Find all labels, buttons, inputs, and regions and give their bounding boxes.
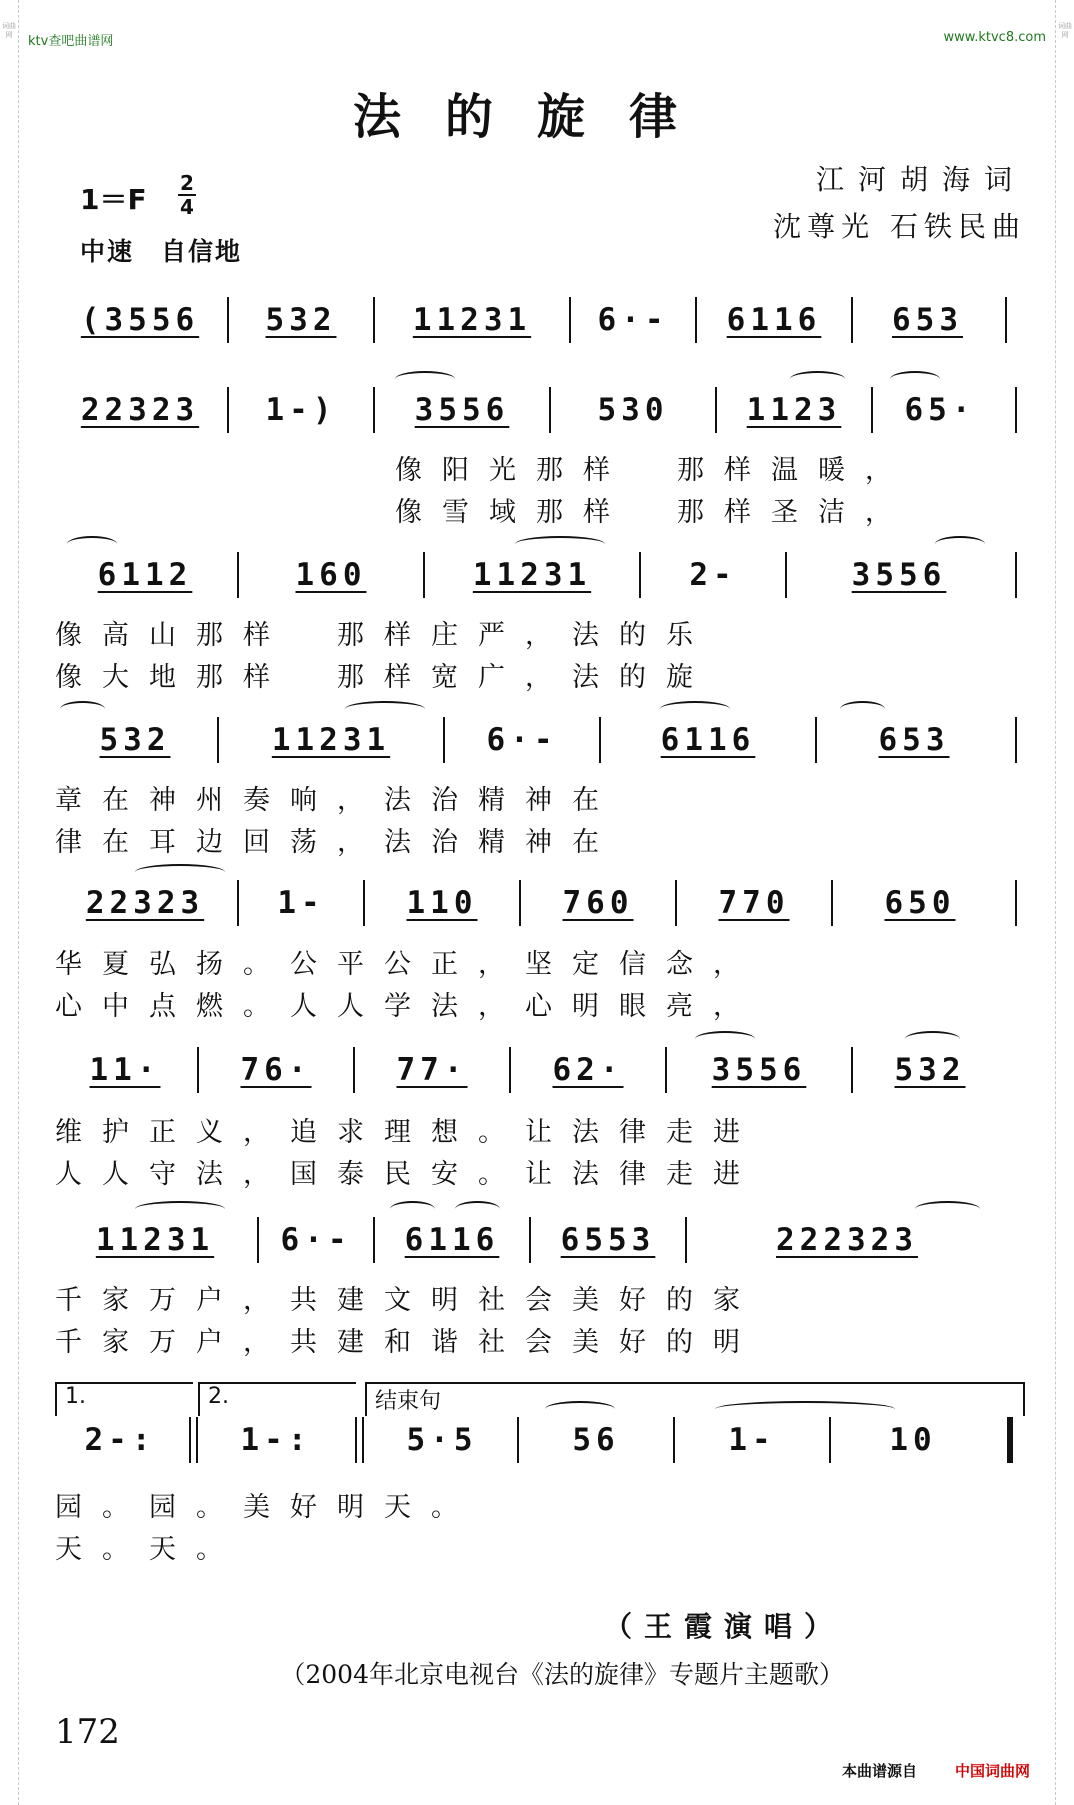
barline	[851, 297, 853, 343]
barline	[217, 717, 219, 763]
staff-line-2	[55, 385, 1021, 435]
measure	[55, 385, 225, 435]
composer-credit: 沈尊光 石铁民曲	[773, 210, 1026, 243]
coda-bracket	[365, 1382, 1025, 1416]
measure	[855, 1045, 1005, 1095]
measure	[55, 295, 225, 345]
measure-notes: 653	[878, 722, 950, 758]
measure-notes: 530	[597, 392, 669, 428]
measure	[241, 878, 361, 928]
barline	[675, 880, 677, 926]
measure-notes: 532	[99, 722, 171, 758]
measure-notes: 1-	[728, 1422, 776, 1458]
lyric-line-4-verse-1: 章在神州奏响，法治精神在	[55, 785, 619, 816]
lyric-line-6-verse-2: 人人守法，国泰民安。让法律走进	[55, 1159, 760, 1190]
barline	[1015, 717, 1017, 763]
barline	[237, 552, 239, 598]
measure-notes: 653	[892, 302, 963, 338]
lyric-line-5-verse-2: 心中点燃。人人学法，心明眼亮，	[55, 991, 760, 1022]
measure	[819, 715, 1009, 765]
source-note: （2004年北京电视台《法的旋律》专题片主题歌）	[280, 1660, 844, 1689]
barline	[237, 880, 239, 926]
barline	[353, 1047, 355, 1093]
barline	[363, 880, 365, 926]
barline	[715, 387, 717, 433]
measure	[513, 1045, 663, 1095]
measure	[643, 550, 783, 600]
measure-notes: 1-)	[265, 392, 337, 428]
barline	[665, 1047, 667, 1093]
lyric-line-7-verse-1: 千家万户，共建文明社会美好的家	[55, 1285, 760, 1316]
measure-notes: 6553	[560, 1222, 656, 1258]
barline	[639, 552, 641, 598]
measure	[533, 1215, 683, 1265]
measure-notes: 160	[295, 557, 367, 593]
site-url-right[interactable]: www.ktvc8.com	[943, 30, 1046, 45]
barline	[373, 387, 375, 433]
measure	[55, 878, 235, 928]
lyric-line-2-verse-2: 像雪域那样 那样圣洁，	[395, 497, 912, 528]
measure	[833, 1415, 993, 1465]
right-watermark-strip	[1055, 0, 1074, 1805]
measure-notes: 62·	[552, 1052, 624, 1088]
staff-line-4	[55, 715, 1021, 765]
measure	[855, 295, 1000, 345]
staff-line-6	[55, 1045, 1021, 1095]
barline	[373, 1217, 375, 1263]
repeat-barline	[355, 1417, 357, 1463]
measure	[261, 1215, 371, 1265]
barline	[227, 297, 229, 343]
measure-notes: 76·	[240, 1052, 312, 1088]
measure	[231, 385, 371, 435]
measure	[875, 385, 1005, 435]
barline	[851, 1047, 853, 1093]
barline	[517, 1417, 519, 1463]
volta-first-ending	[55, 1382, 193, 1416]
lyric-line-7-verse-2: 千家万户，共建和谐社会美好的明	[55, 1327, 760, 1358]
time-signature	[178, 172, 196, 218]
lyric-line-3-verse-2: 像大地那样 那样宽广，法的旋	[55, 662, 713, 693]
measure-notes: 1-	[277, 885, 325, 921]
barline	[1015, 387, 1017, 433]
barline	[509, 1047, 511, 1093]
measure	[789, 550, 1009, 600]
source-label: 本曲谱源自	[842, 1762, 918, 1780]
volta-first-label: 1.	[65, 1384, 86, 1409]
tempo-marking: 中速 自信地	[80, 237, 243, 266]
measure-notes: 532	[265, 302, 337, 338]
measure-notes: 2-:	[84, 1422, 156, 1458]
staff-line-8	[55, 1415, 1021, 1465]
measure	[835, 878, 1005, 928]
measure	[367, 1415, 517, 1465]
measure	[55, 1415, 185, 1465]
measure-notes: 6116	[660, 722, 756, 758]
measure-notes: 22323	[85, 885, 205, 921]
measure-notes: 6116	[726, 302, 822, 338]
volta-second-ending	[198, 1382, 356, 1416]
barline	[685, 1217, 687, 1263]
measure-notes: 532	[894, 1052, 966, 1088]
measure	[55, 1215, 255, 1265]
measure-notes: 6·-	[597, 302, 669, 338]
lyricist-credit: 江河胡海词	[815, 163, 1026, 196]
measure-notes: 3556	[711, 1052, 807, 1088]
barline	[785, 552, 787, 598]
barline	[227, 387, 229, 433]
measure	[201, 1415, 351, 1465]
time-signature-bottom: 4	[180, 195, 194, 219]
staff-line-7	[55, 1215, 1021, 1265]
measure-notes: 11231	[472, 557, 592, 593]
measure	[357, 1045, 507, 1095]
barline	[519, 880, 521, 926]
measure	[689, 1215, 1005, 1265]
measure-notes: 3556	[851, 557, 947, 593]
barline	[1005, 297, 1007, 343]
measure-notes: 770	[718, 885, 790, 921]
measure	[669, 1045, 849, 1095]
volta-second-label: 2.	[208, 1384, 229, 1409]
measure-notes: 5·5	[406, 1422, 478, 1458]
barline	[569, 297, 571, 343]
barline	[831, 880, 833, 926]
barline	[815, 717, 817, 763]
lyric-line-3-verse-1: 像高山那样 那样庄严，法的乐	[55, 620, 713, 651]
lyric-line-4-verse-2: 律在耳边回荡，法治精神在	[55, 827, 619, 858]
time-signature-top: 2	[180, 171, 194, 195]
measure-notes: 760	[562, 885, 634, 921]
barline	[257, 1217, 259, 1263]
barline	[529, 1217, 531, 1263]
measure-notes: 10	[889, 1422, 937, 1458]
edge-watermark: 词曲网	[1058, 22, 1072, 39]
measure-notes: (3556	[80, 302, 200, 338]
measure-notes: 222323	[776, 1222, 918, 1258]
lyric-line-8-verse-1: 园。园。美好明天。	[55, 1492, 478, 1523]
measure	[377, 385, 547, 435]
measure-notes: 11231	[271, 722, 391, 758]
measure-notes: 65·	[904, 392, 976, 428]
measure	[231, 295, 371, 345]
barline	[673, 1417, 675, 1463]
measure-notes: 56	[572, 1422, 620, 1458]
performer-credit: （王霞演唱）	[603, 1610, 844, 1643]
lyric-line-8-verse-2: 天。天。	[55, 1534, 243, 1565]
measure	[573, 295, 693, 345]
measure	[427, 550, 637, 600]
barline	[599, 717, 601, 763]
measure	[221, 715, 441, 765]
measure-notes: 11231	[412, 302, 532, 338]
measure	[201, 1045, 351, 1095]
measure-notes: 6·-	[280, 1222, 352, 1258]
measure	[699, 295, 849, 345]
repeat-barline	[189, 1417, 191, 1463]
barline	[829, 1417, 831, 1463]
coda-label: 结束句	[375, 1389, 442, 1414]
barline	[1015, 880, 1017, 926]
measure	[679, 878, 829, 928]
barline	[423, 552, 425, 598]
measure	[55, 1045, 195, 1095]
page-number: 172	[55, 1712, 120, 1752]
barline	[373, 297, 375, 343]
measure-notes: 650	[884, 885, 956, 921]
song-title: 法的旋律	[352, 89, 721, 145]
key-signature: 1＝F	[80, 183, 147, 216]
measure	[55, 550, 235, 600]
staff-line-5	[55, 878, 1021, 928]
barline	[871, 387, 873, 433]
measure	[677, 1415, 827, 1465]
measure-notes: 3556	[414, 392, 510, 428]
measure-notes: 2-	[689, 557, 737, 593]
lyric-line-2-verse-1: 像阳光那样 那样温暖，	[395, 455, 912, 486]
measure	[55, 715, 215, 765]
measure-notes: 6112	[97, 557, 193, 593]
measure	[367, 878, 517, 928]
measure	[377, 1215, 527, 1265]
measure-notes: 77·	[396, 1052, 468, 1088]
measure-notes: 22323	[80, 392, 200, 428]
edge-watermark: 词曲网	[2, 22, 16, 39]
measure-notes: 1123	[746, 392, 842, 428]
barline	[443, 717, 445, 763]
measure	[523, 878, 673, 928]
measure-notes: 6116	[404, 1222, 500, 1258]
measure-notes: 11·	[89, 1052, 161, 1088]
measure	[377, 295, 567, 345]
final-barline	[1007, 1417, 1013, 1463]
measure-notes: 6·-	[486, 722, 558, 758]
staff-line-3	[55, 550, 1021, 600]
measure-notes: 110	[406, 885, 478, 921]
measure	[719, 385, 869, 435]
staff-line-1	[55, 295, 1021, 345]
lyric-line-5-verse-1: 华夏弘扬。公平公正，坚定信念，	[55, 949, 760, 980]
measure-notes: 1-:	[240, 1422, 312, 1458]
left-watermark-strip	[0, 0, 19, 1805]
barline	[695, 297, 697, 343]
barline	[549, 387, 551, 433]
source-site-link[interactable]: 中国词曲网	[955, 1762, 1031, 1780]
measure	[553, 385, 713, 435]
barline	[197, 1047, 199, 1093]
lyric-line-6-verse-1: 维护正义，追求理想。让法律走进	[55, 1117, 760, 1148]
measure	[447, 715, 597, 765]
site-name-left[interactable]: ktv查吧曲谱网	[28, 34, 114, 49]
measure	[241, 550, 421, 600]
barline	[1015, 552, 1017, 598]
measure	[603, 715, 813, 765]
measure	[521, 1415, 671, 1465]
measure-notes: 11231	[95, 1222, 215, 1258]
